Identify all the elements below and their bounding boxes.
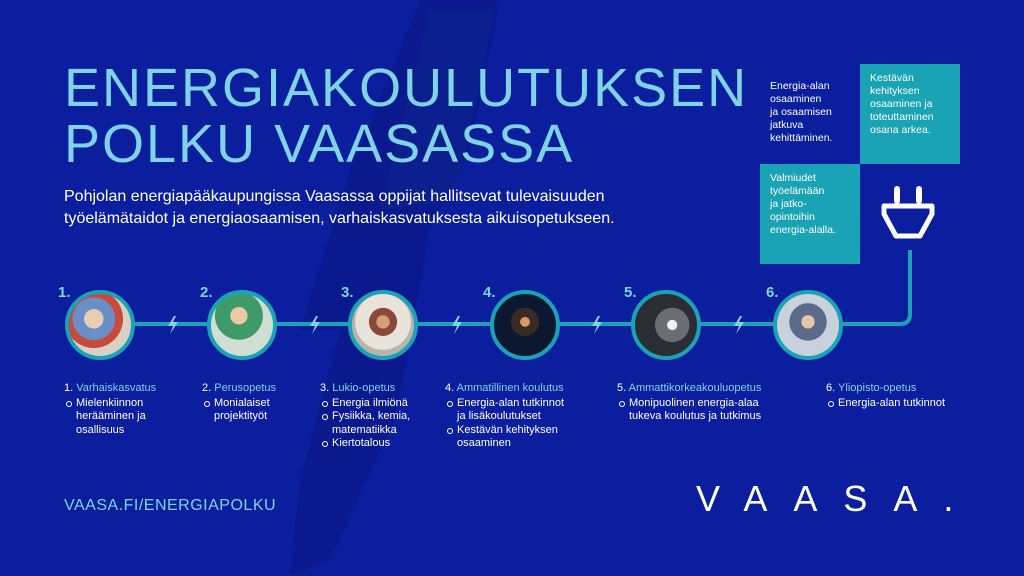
item-line: herääminen ja	[76, 410, 146, 422]
stage-photo-upper-secondary	[348, 290, 418, 360]
list-item	[76, 397, 194, 438]
stage-number: 5.	[624, 284, 637, 301]
box-text-line: Kestävän	[870, 72, 914, 84]
box-text-line: opintoihin	[770, 211, 815, 223]
box-text-line: osaaminen	[770, 93, 822, 105]
website-link[interactable]: VAASA.FI/ENERGIAPOLKU	[64, 497, 277, 514]
list-item	[214, 397, 312, 424]
stage-photo-vocational	[490, 290, 560, 360]
stage-prefix: 6.	[826, 382, 836, 394]
stage-photo-university	[773, 290, 843, 360]
item-line: tukeva koulutus ja tutkimus	[629, 410, 762, 422]
item-line: osallisuus	[76, 423, 125, 436]
item-line: Monipuolinen energia-alaa	[629, 396, 759, 409]
stage-label: Perusopetus	[214, 382, 277, 394]
list-item	[838, 397, 976, 411]
box-text-line: jatkuva	[770, 119, 804, 131]
box-text-line: toteuttaminen	[870, 111, 934, 123]
item-line: Energia ilmiönä	[332, 396, 408, 409]
box-text-line: osaaminen ja	[870, 98, 933, 110]
stage-prefix: 2.	[202, 382, 212, 394]
stage-heading	[64, 382, 194, 396]
stage-items	[64, 397, 194, 438]
list-item	[332, 397, 438, 411]
stage-items	[445, 397, 605, 451]
list-item	[457, 424, 605, 451]
stage-number: 1.	[58, 284, 71, 301]
stage-prefix: 4.	[445, 382, 455, 394]
box-text-line: energia-alalla.	[770, 224, 836, 236]
box-text-line: kehittäminen.	[770, 132, 833, 144]
stage-number: 6.	[766, 284, 779, 301]
list-item	[332, 410, 438, 437]
stage-items	[826, 397, 976, 411]
title-line-2: POLKU VAASASSA	[64, 114, 575, 174]
vaasa-logo: VAASA.	[696, 478, 980, 519]
stage-vocational	[445, 382, 605, 451]
stage-number: 3.	[341, 284, 354, 301]
stage-prefix: 5.	[617, 382, 627, 394]
item-line: projektityöt	[214, 410, 268, 422]
title-line-1: ENERGIAKOULUTUKSEN	[64, 58, 749, 118]
stage-heading	[202, 382, 312, 396]
stage-university	[826, 382, 976, 410]
item-line: Energia-alan tutkinnot	[457, 396, 565, 409]
stage-photo-applied-sciences	[631, 290, 701, 360]
stage-label: Ammatillinen koulutus	[456, 382, 564, 394]
stage-upper-secondary	[320, 382, 438, 451]
stage-items	[202, 397, 312, 424]
stage-prefix: 3.	[320, 382, 330, 394]
item-line: osaaminen	[457, 437, 511, 449]
item-line: Fysiikka, kemia,	[332, 410, 411, 422]
list-item	[457, 397, 605, 424]
stage-label: Yliopisto-opetus	[838, 382, 917, 394]
stage-heading	[445, 382, 605, 396]
stage-number: 4.	[483, 284, 496, 301]
box-text-line: Energia-alan	[770, 80, 830, 92]
stage-prefix: 1.	[64, 382, 74, 394]
box-text-line: ja osaamisen	[770, 106, 832, 118]
stage-label: Varhaiskasvatus	[76, 382, 157, 394]
box-text-line: Valmiudet	[770, 172, 816, 184]
box-text-line: työelämään	[770, 185, 825, 197]
stage-heading	[320, 382, 438, 396]
list-item	[332, 437, 438, 451]
list-item	[629, 397, 807, 424]
stage-basic-education	[202, 382, 312, 424]
item-line: Kiertotalous	[332, 437, 391, 449]
stage-heading	[617, 382, 807, 396]
item-line: Mielenkiinnon	[76, 396, 144, 409]
intro-line-2: työelämätaidot ja energiaosaamisen, varhaiskasvatuksesta aikuisopetukseen.	[64, 210, 615, 227]
item-line: Kestävän kehityksen	[457, 423, 558, 436]
stage-heading	[826, 382, 976, 396]
item-line: ja lisäkoulutukset	[457, 410, 541, 422]
box-text-line: kehityksen	[870, 85, 920, 97]
item-line: Energia-alan tutkinnot	[838, 396, 946, 409]
stage-applied-sciences	[617, 382, 807, 424]
stage-photo-basic-education	[207, 290, 277, 360]
stage-items	[617, 397, 807, 424]
box-text-line: ja jatko-	[770, 198, 807, 210]
intro-line-1: Pohjolan energiapääkaupungissa Vaasassa oppijat hallitsevat tulevaisuuden	[64, 188, 605, 205]
stage-items	[320, 397, 438, 451]
stage-label: Lukio-opetus	[332, 382, 396, 394]
item-line: Monialaiset	[214, 396, 270, 409]
stage-photo-early-childhood	[65, 290, 135, 360]
stage-early-childhood	[64, 382, 194, 437]
stage-label: Ammattikorkeakouluopetus	[628, 382, 762, 394]
box-text-line: osana arkea.	[870, 124, 931, 136]
item-line: matematiikka	[332, 423, 397, 436]
stage-number: 2.	[200, 284, 213, 301]
